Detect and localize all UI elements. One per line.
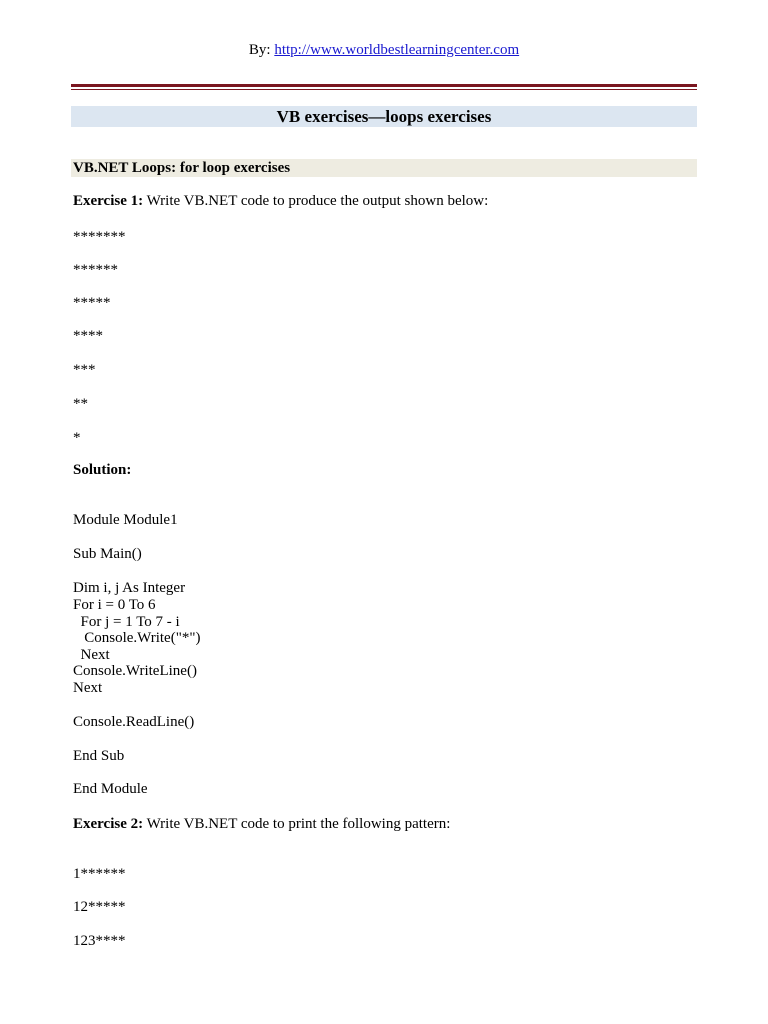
code-module: Module Module1	[73, 512, 178, 528]
exercise-1-prompt	[73, 193, 488, 210]
exercise-1-label: Exercise 1:	[73, 193, 144, 209]
exercise-2-text: Write VB.NET code to print the following pattern:	[143, 816, 451, 832]
code-dim: Dim i, j As Integer	[73, 580, 186, 596]
code-readline: Console.ReadLine()	[73, 714, 195, 730]
code-next-j: Next	[73, 647, 110, 663]
code-end-module: End Module	[73, 781, 148, 797]
code-for-i: For i = 0 To 6	[73, 597, 156, 613]
output-line-7: *	[73, 430, 81, 446]
code-end-sub: End Sub	[73, 748, 125, 764]
code-next-i: Next	[73, 680, 103, 696]
code-writeline: Console.WriteLine()	[73, 663, 197, 679]
pattern-line-3: 123****	[73, 933, 126, 949]
output-line-6: **	[73, 396, 88, 412]
code-sub-main: Sub Main()	[73, 546, 142, 562]
exercise-2-prompt	[73, 816, 450, 833]
code-write: Console.Write("*")	[73, 630, 201, 646]
output-line-5: ***	[73, 362, 96, 378]
pattern-line-2: 12*****	[73, 899, 126, 915]
output-line-1: *******	[73, 229, 126, 245]
output-line-2: ******	[73, 262, 118, 278]
output-line-3: *****	[73, 295, 111, 311]
pattern-line-1: 1******	[73, 866, 126, 882]
header-link[interactable]: http://www.worldbestlearningcenter.com	[274, 42, 520, 58]
code-for-j: For j = 1 To 7 - i	[73, 614, 180, 630]
exercise-1-text: Write VB.NET code to produce the output shown below:	[143, 193, 489, 209]
document-title: VB exercises—loops exercises	[71, 106, 697, 127]
page-header	[0, 42, 768, 59]
section-heading-text: VB.NET Loops: for loop exercises	[73, 160, 291, 176]
header-prefix: By:	[248, 42, 275, 58]
exercise-2-label: Exercise 2:	[73, 816, 144, 832]
output-line-4: ****	[73, 328, 103, 344]
solution-label: Solution:	[73, 462, 132, 478]
header-rule-thick	[71, 84, 697, 87]
section-heading	[71, 159, 697, 177]
header-rule-thin	[71, 89, 697, 90]
